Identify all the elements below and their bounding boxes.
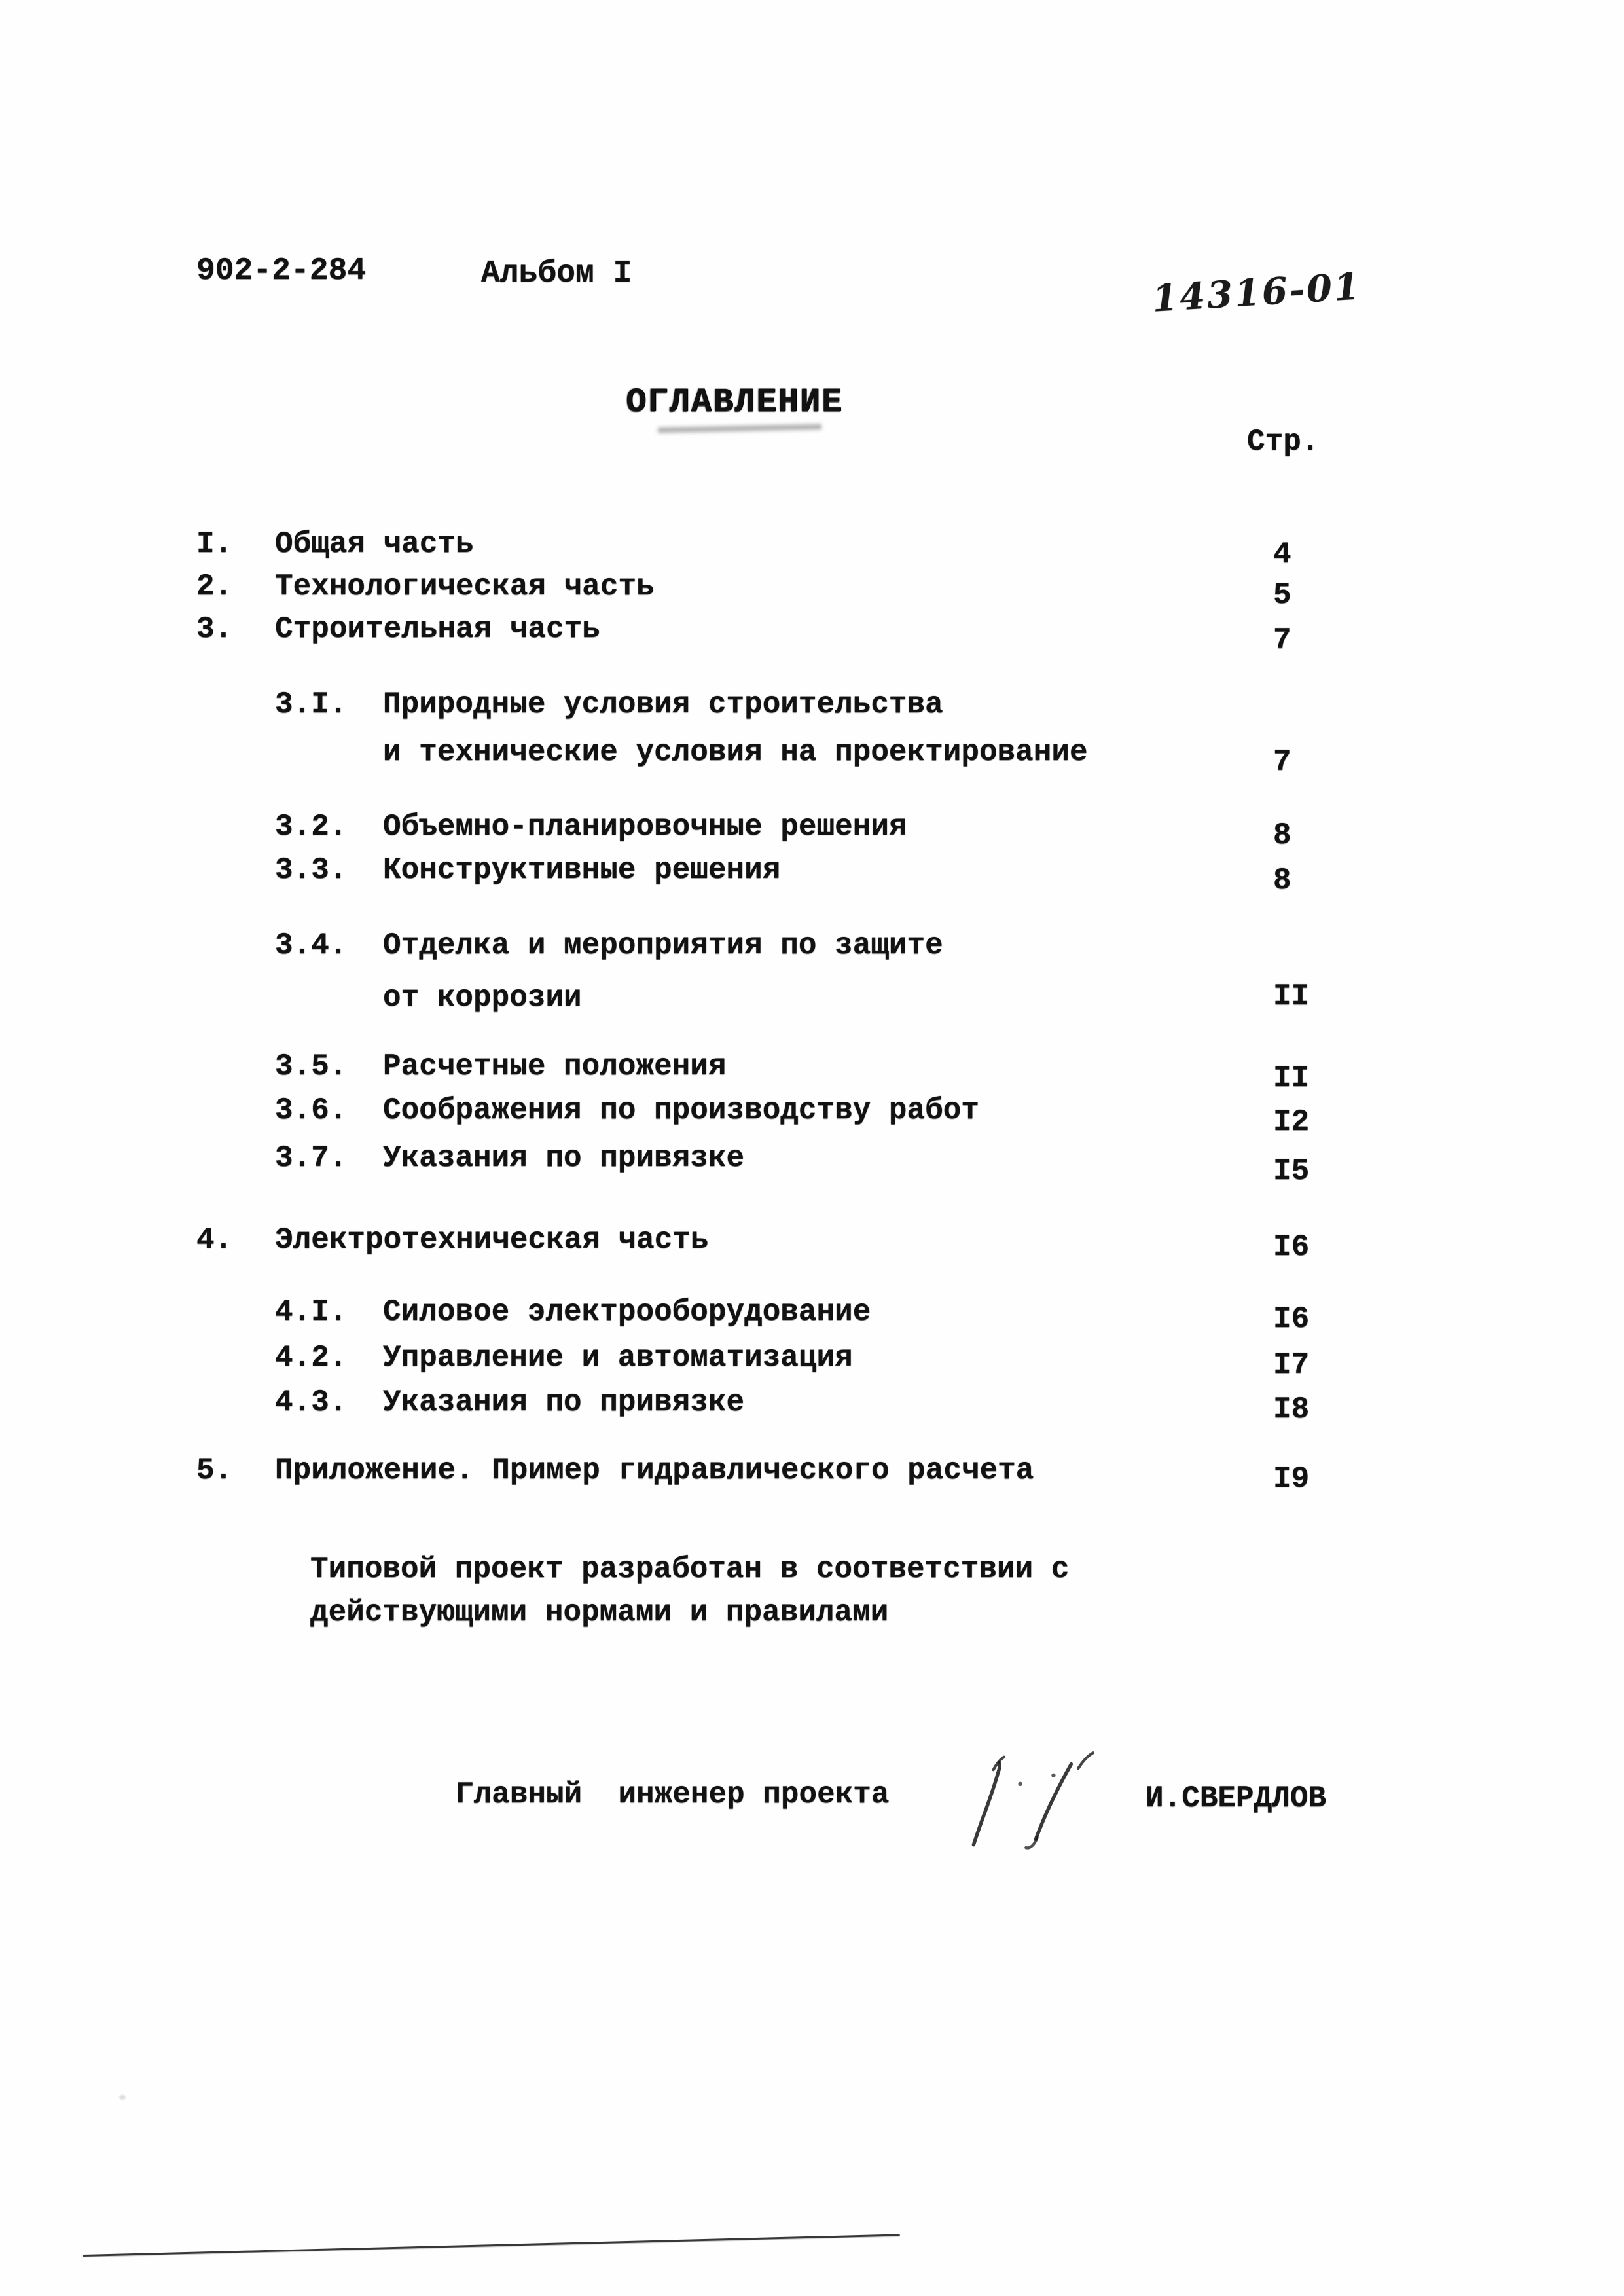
toc-item-title-line: Общая часть xyxy=(275,527,474,561)
toc-item-title-line: Приложение. Пример гидравлического расчета xyxy=(275,1453,1034,1487)
title-ink-smudge xyxy=(658,424,821,433)
toc-item-page: 7 xyxy=(1273,623,1291,657)
toc-item-title-line: и технические условия на проектирование xyxy=(383,735,1088,769)
toc-item-page: I9 xyxy=(1273,1462,1310,1496)
toc-item-number: 4.3. xyxy=(275,1385,348,1419)
toc-item-page: II xyxy=(1273,979,1310,1013)
page-column-header: Стр. xyxy=(1247,425,1320,459)
toc-item-number: 5. xyxy=(196,1453,233,1487)
toc-item-title-line: Природные условия строительства xyxy=(383,687,943,721)
album-label: Альбом I xyxy=(481,256,632,291)
signature-label: Главный инженер проекта xyxy=(456,1777,890,1812)
toc-item-title-line: Строительная часть xyxy=(275,612,600,646)
toc-item-page: I5 xyxy=(1273,1154,1310,1188)
toc-item-page: I2 xyxy=(1273,1105,1310,1139)
toc-item-number: 4.I. xyxy=(275,1295,348,1329)
toc-item-number: 4. xyxy=(196,1223,233,1257)
toc-item-page: II xyxy=(1273,1061,1310,1095)
toc-item-number: 4.2. xyxy=(275,1341,348,1375)
toc-item-page: 8 xyxy=(1273,864,1291,898)
bottom-scan-line xyxy=(83,2234,900,2257)
toc-item-title-line: Указания по привязке xyxy=(383,1141,745,1175)
note-paragraph-line: действующими нормами и правилами xyxy=(310,1595,889,1630)
contents-title: ОГЛАВЛЕНИЕ xyxy=(626,383,844,422)
toc-item-page: I6 xyxy=(1273,1302,1310,1336)
toc-item-title-line: Управление и автоматизация xyxy=(383,1341,853,1375)
toc-item-title-line: Расчетные положения xyxy=(383,1049,727,1084)
toc-item-number: 3.3. xyxy=(275,853,348,887)
toc-item-number: 3.2. xyxy=(275,810,348,844)
project-code: 902-2-284 xyxy=(196,253,367,289)
toc-item-page: 4 xyxy=(1273,538,1291,572)
toc-item-number: 3.6. xyxy=(275,1093,348,1127)
toc-item-number: 3. xyxy=(196,612,233,646)
handwritten-doc-number: 14316-01 xyxy=(1151,264,1363,321)
toc-item-title-line: Указания по привязке xyxy=(383,1385,745,1419)
toc-item-title-line: Технологическая часть xyxy=(275,570,655,604)
toc-item-title-line: от коррозии xyxy=(383,981,582,1015)
toc-item-number: 3.7. xyxy=(275,1141,348,1175)
engineer-name: И.СВЕРДЛОВ xyxy=(1146,1781,1327,1815)
note-paragraph-line: Типовой проект разработан в соответствии с xyxy=(310,1552,1070,1586)
toc-item-title-line: Соображения по производству работ xyxy=(383,1093,979,1127)
toc-item-title-line: Отделка и мероприятия по защите xyxy=(383,928,943,962)
toc-item-page: 5 xyxy=(1273,578,1291,612)
toc-item-page: I6 xyxy=(1273,1230,1310,1264)
toc-item-title-line: Конструктивные решения xyxy=(383,853,781,887)
toc-item-page: I7 xyxy=(1273,1348,1310,1382)
toc-item-title-line: Силовое электрооборудование xyxy=(383,1295,871,1329)
toc-item-number: 3.I. xyxy=(275,687,348,721)
toc-item-number: 3.5. xyxy=(275,1049,348,1084)
toc-item-page: 8 xyxy=(1273,818,1291,852)
toc-item-number: 3.4. xyxy=(275,928,348,962)
toc-item-title-line: Объемно-планировочные решения xyxy=(383,810,907,844)
signature-scribble xyxy=(952,1738,1129,1859)
scan-artifact-dot xyxy=(119,2095,126,2100)
toc-item-number: I. xyxy=(196,527,233,561)
toc-item-page: I8 xyxy=(1273,1393,1310,1427)
toc-item-title-line: Электротехническая часть xyxy=(275,1223,709,1257)
toc-item-page: 7 xyxy=(1273,745,1291,779)
toc-item-number: 2. xyxy=(196,570,233,604)
